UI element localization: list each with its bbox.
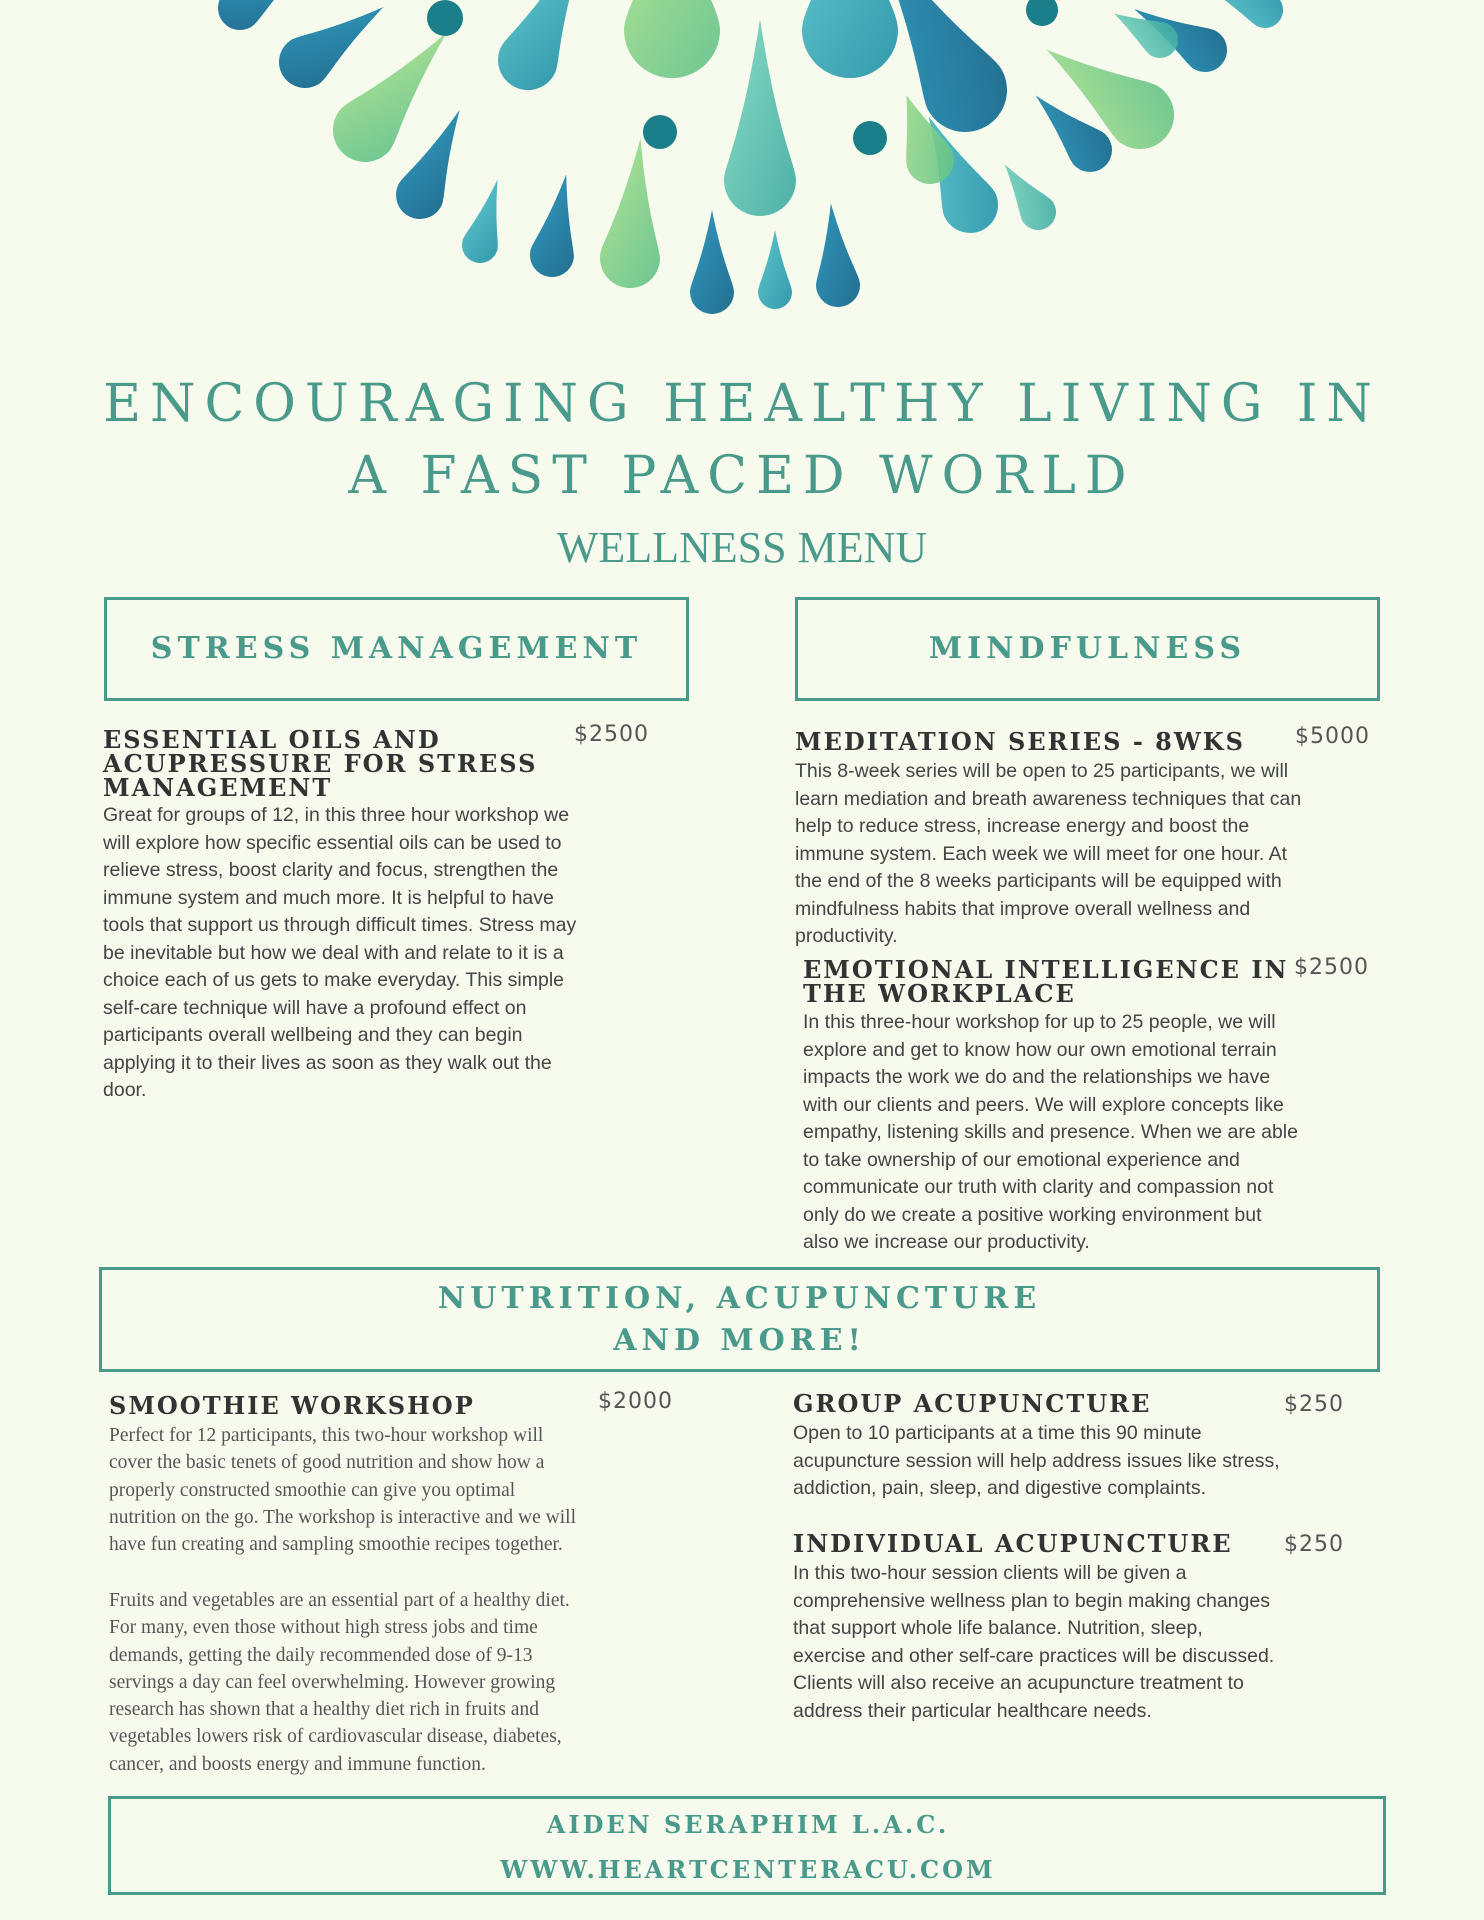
description-line: also we increase our productivity. xyxy=(803,1231,1090,1253)
description-line: choice each of us gets to make everyday. This simple xyxy=(103,969,565,991)
description-line: exercise and other self-care practices will be discussed. xyxy=(793,1644,1275,1667)
stress-management-heading-text: STRESS MANAGEMENT xyxy=(150,631,643,666)
meditation-series-title: MEDITATION SERIES - 8WKS xyxy=(795,727,1245,756)
description-line: cover the basic tenets of good nutrition and show how a xyxy=(109,1452,545,1474)
stress-management-heading xyxy=(104,597,689,701)
description-line: the end of the 8 weeks participants will be equipped with xyxy=(795,870,1282,892)
description-line: immune system. Each week we will meet for one hour. At xyxy=(795,842,1288,865)
description-line: be inevitable but how we deal with and relate to it is a xyxy=(103,941,564,964)
essential-oils-title-line: ESSENTIAL OILS AND xyxy=(103,725,441,754)
nutrition-heading-line: NUTRITION, ACUPUNCTURE xyxy=(437,1280,1042,1316)
mindfulness-heading xyxy=(795,597,1380,701)
essential-oils-price: $2500 xyxy=(574,722,649,747)
description-line: In this three-hour workshop for up to 25 people, we will xyxy=(803,1011,1276,1033)
description-line: immune system and much more. It is helpful to have xyxy=(103,886,554,909)
page-title-line-2: A FAST PACED WORLD xyxy=(348,446,1136,506)
description-line: learn mediation and breath awareness techniques that can xyxy=(795,787,1302,810)
essential-oils-title xyxy=(103,725,538,802)
description-line: In this two-hour session clients will be given a xyxy=(793,1562,1187,1584)
description-line: demands, getting the daily recommended dose of 9-13 xyxy=(109,1644,533,1666)
nutrition-heading-line: AND MORE! xyxy=(613,1322,866,1358)
essential-oils-description xyxy=(103,802,576,1105)
description-line: participants overall wellbeing and they can begin xyxy=(103,1024,523,1046)
description-line: have fun creating and sampling smoothie recipes together. xyxy=(109,1534,563,1556)
description-line: Great for groups of 12, in this three hour workshop we xyxy=(103,804,570,826)
essential-oils-title-line: ACUPRESSURE FOR STRESS xyxy=(103,749,538,778)
description-line: cancer, and boosts energy and immune function. xyxy=(109,1753,486,1775)
emotional-intelligence-title-line: THE WORKPLACE xyxy=(803,979,1076,1008)
description-line: explore and get to know how our own emotional terrain xyxy=(803,1038,1277,1061)
description-line: research has shown that a healthy diet rich in fruits and xyxy=(109,1699,539,1721)
group-acupuncture-price: $250 xyxy=(1284,1392,1344,1417)
smoothie-workshop-price: $2000 xyxy=(598,1389,673,1414)
description-line: acupuncture session will help address issues like stress, xyxy=(793,1449,1280,1472)
description-line: Fruits and vegetables are an essential part of a healthy diet. xyxy=(109,1590,570,1611)
description-line: This 8-week series will be open to 25 participants, we will xyxy=(795,760,1289,782)
description-line: Clients will also receive an acupuncture treatment to xyxy=(793,1672,1244,1694)
description-line: mindfulness habits that improve overall wellness and xyxy=(795,897,1251,920)
emotional-intelligence-title xyxy=(803,955,1289,1008)
description-line: impacts the work we do and the relationships we have xyxy=(803,1066,1271,1088)
description-line: nutrition on the go. The workshop is interactive and we will xyxy=(109,1506,577,1528)
footer-website[interactable]: WWW.HEARTCENTERACU.COM xyxy=(500,1855,996,1884)
description-line: applying it to their lives as soon as they walk out the xyxy=(103,1051,552,1074)
description-line: only do we create a positive working environment but xyxy=(803,1203,1262,1226)
page-subtitle: WELLNESS MENU xyxy=(556,523,928,572)
description-line: Perfect for 12 participants, this two-hour workshop will xyxy=(109,1425,544,1446)
footer-name: AIDEN SERAPHIM L.A.C. xyxy=(546,1810,950,1839)
mindfulness-heading-text: MINDFULNESS xyxy=(928,631,1247,666)
description-line: self-care technique will have a profound effect on xyxy=(103,996,527,1019)
description-line: help to reduce stress, increase energy and boost the xyxy=(795,815,1250,837)
description-line: Open to 10 participants at a time this 90 minute xyxy=(793,1422,1202,1444)
meditation-series-price: $5000 xyxy=(1295,724,1370,749)
emotional-intelligence-price: $2500 xyxy=(1294,955,1369,980)
description-line: comprehensive wellness plan to begin making changes xyxy=(793,1589,1270,1612)
description-line: relieve stress, boost clarity and focus, strengthen the xyxy=(103,859,559,881)
description-line: tools that support us through difficult times. Stress may xyxy=(103,914,577,936)
description-line: properly constructed smoothie can give you optimal xyxy=(109,1479,516,1501)
group-acupuncture-description xyxy=(793,1420,1280,1503)
description-line: servings a day can feel overwhelming. However growing xyxy=(109,1671,556,1693)
description-line: with our clients and peers. We will explore concepts like xyxy=(803,1093,1284,1116)
meditation-series-description xyxy=(795,758,1301,951)
description-line: communicate our truth with clarity and compassion not xyxy=(803,1176,1274,1198)
smoothie-workshop-description xyxy=(109,1422,576,1558)
smoothie-workshop-title: SMOOTHIE WORKSHOP xyxy=(109,1391,475,1420)
description-line: addiction, pain, sleep, and digestive complaints. xyxy=(793,1477,1207,1499)
emotional-intelligence-description xyxy=(803,1009,1298,1257)
page-title-line-1: ENCOURAGING HEALTHY LIVING IN xyxy=(103,374,1381,434)
description-line: productivity. xyxy=(795,925,898,947)
description-line: that support whole life balance. Nutrition, sleep, xyxy=(793,1617,1203,1639)
group-acupuncture-title: GROUP ACUPUNCTURE xyxy=(793,1389,1152,1418)
description-line: For many, even those without high stress jobs and time xyxy=(109,1617,538,1639)
individual-acupuncture-title: INDIVIDUAL ACUPUNCTURE xyxy=(793,1529,1233,1558)
description-line: door. xyxy=(103,1079,147,1101)
description-line: address their particular healthcare needs. xyxy=(793,1699,1152,1722)
essential-oils-title-line: MANAGEMENT xyxy=(103,773,333,802)
individual-acupuncture-description xyxy=(793,1560,1274,1725)
smoothie-workshop-description-2 xyxy=(109,1587,570,1778)
description-line: to take ownership of our emotional experience and xyxy=(803,1148,1240,1171)
description-line: empathy, listening skills and presence. When we are able xyxy=(803,1121,1298,1143)
description-line: will explore how specific essential oils can be used to xyxy=(103,831,562,854)
nutrition-heading xyxy=(99,1267,1380,1372)
watercolor-drops-icon xyxy=(0,0,1484,340)
individual-acupuncture-price: $250 xyxy=(1284,1532,1344,1557)
emotional-intelligence-title-line: EMOTIONAL INTELLIGENCE IN xyxy=(803,955,1289,984)
description-line: vegetables lowers risk of cardiovascular disease, diabetes, xyxy=(109,1726,562,1748)
